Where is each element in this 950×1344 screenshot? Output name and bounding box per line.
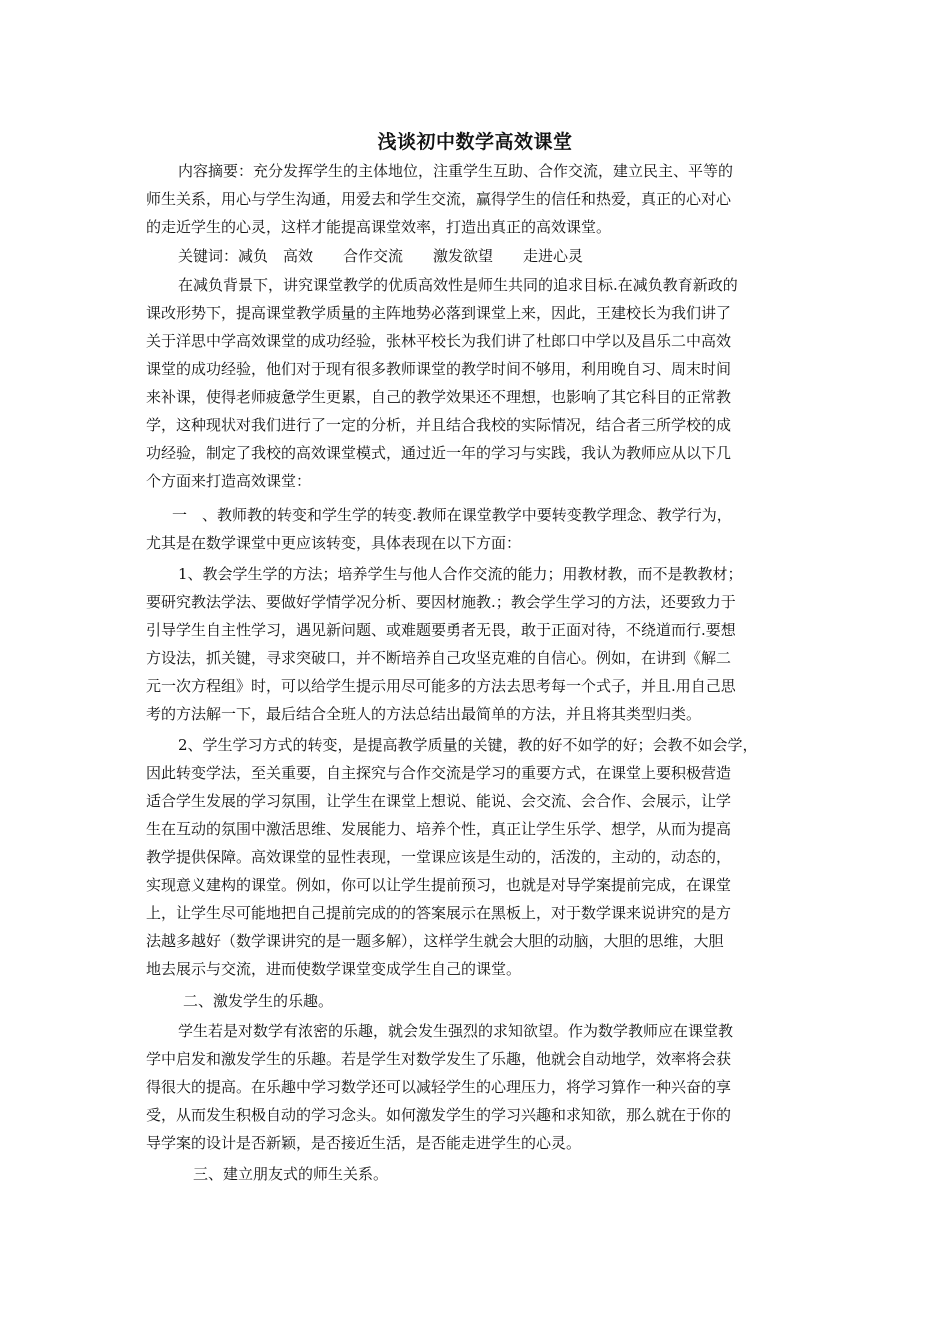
section-2-line-5: 导学案的设计是否新颖，是否接近生活，是否能走进学生的心灵。 — [146, 1134, 582, 1152]
intro-line-7: 功经验，制定了我校的高效课堂模式，通过近一年的学习与实践，我认为教师应从以下几 — [146, 444, 732, 462]
intro-line-6: 学，这种现状对我们进行了一定的分析，并且结合我校的实际情况，结合者三所学校的成 — [146, 416, 732, 434]
section-2-line-2: 学中启发和激发学生的乐趣。若是学生对数学发生了乐趣，他就会自动地学，效率将会获 — [146, 1050, 732, 1068]
section-2-line-3: 得很大的提高。在乐趣中学习数学还可以减轻学生的心理压力，将学习算作一种兴奋的享 — [146, 1078, 732, 1096]
abstract-line-2: 师生关系，用心与学生沟通，用爱去和学生交流，赢得学生的信任和热爱，真正的心对心 — [146, 190, 732, 208]
point-1-line-5: 元一次方程组》时，可以给学生提示用尽可能多的方法去思考每一个式子，并且.用自己思 — [146, 677, 736, 695]
document-title: 浅谈初中数学高效课堂 — [377, 131, 573, 153]
point-2-line-4: 生在互动的氛围中激活思维、发展能力、培养个性，真正让学生乐学、想学，从而为提高 — [146, 820, 732, 838]
point-2-line-2: 因此转变学法，至关重要，自主探究与合作交流是学习的重要方式，在课堂上要积极营造 — [146, 764, 732, 782]
keywords-line: 关键词：减负 高效 合作交流 激发欲望 走进心灵 — [178, 247, 584, 265]
section-2-line-4: 受，从而发生积极自动的学习念头。如何激发学生的学习兴趣和求知欲，那么就在于你的 — [146, 1106, 732, 1124]
section-1-heading-line-1: 一 、教师教的转变和学生学的转变.教师在课堂教学中要转变教学理念、教学行为， — [172, 506, 732, 524]
intro-line-5: 来补课，使得老师疲惫学生更累，自己的教学效果还不理想，也影响了其它科目的正常教 — [146, 388, 732, 406]
section-2-line-1: 学生若是对数学有浓密的乐趣，就会发生强烈的求知欲望。作为数学教师应在课堂教 — [178, 1022, 734, 1040]
point-1-line-3: 引导学生自主性学习，遇见新问题、或难题要勇者无畏，敢于正面对待，不绕道而行.要想 — [146, 621, 736, 639]
abstract-line-1: 内容摘要：充分发挥学生的主体地位，注重学生互助、合作交流，建立民主、平等的 — [178, 162, 734, 180]
section-3-heading: 三、建立朋友式的师生关系。 — [193, 1165, 389, 1183]
point-1-line-6: 考的方法解一下，最后结合全班人的方法总结出最简单的方法，并且将其类型归类。 — [146, 705, 702, 723]
intro-line-8: 个方面来打造高效课堂： — [146, 472, 312, 490]
intro-line-4: 课堂的成功经验，他们对于现有很多教师课堂的教学时间不够用，利用晚自习、周末时间 — [146, 360, 732, 378]
section-1-heading-line-2: 尤其是在数学课堂中更应该转变，具体表现在以下方面： — [146, 534, 522, 552]
point-2-line-5: 教学提供保障。高效课堂的显性表现，一堂课应该是生动的，活泼的，主动的，动态的， — [146, 848, 732, 866]
point-2-line-9: 地去展示与交流，进而使数学课堂变成学生自己的课堂。 — [146, 960, 522, 978]
intro-line-3: 关于洋思中学高效课堂的成功经验，张林平校长为我们讲了杜郎口中学以及昌乐二中高效 — [146, 332, 732, 350]
point-2-line-7: 上，让学生尽可能地把自己提前完成的的答案展示在黑板上，对于数学课来说讲究的是方 — [146, 904, 732, 922]
point-2-line-3: 适合学生发展的学习氛围，让学生在课堂上想说、能说、会交流、会合作、会展示，让学 — [146, 792, 732, 810]
point-1-line-4: 方设法，抓关键，寻求突破口，并不断培养自己攻坚克难的自信心。例如，在讲到《解二 — [146, 649, 732, 667]
intro-line-2: 课改形势下，提高课堂教学质量的主阵地势必落到课堂上来，因此，王建校长为我们讲了 — [146, 304, 732, 322]
point-2-line-8: 法越多越好（数学课讲究的是一题多解），这样学生就会大胆的动脑，大胆的思维，大胆 — [146, 932, 724, 950]
section-2-heading: 二、激发学生的乐趣。 — [183, 992, 334, 1010]
abstract-line-3: 的走近学生的心灵，这样才能提高课堂效率，打造出真正的高效课堂。 — [146, 218, 612, 236]
point-2-line-1: 2、学生学习方式的转变，是提高教学质量的关键，教的好不如学的好；会教不如会学， — [178, 736, 758, 754]
point-1-line-1: 1、教会学生学的方法；培养学生与他人合作交流的能力；用教材教，而不是教教材； — [178, 565, 743, 583]
intro-line-1: 在减负背景下，讲究课堂教学的优质高效性是师生共同的追求目标.在减负教育新政的 — [178, 276, 738, 294]
point-1-line-2: 要研究教法学法、要做好学情学况分析、要因材施教.；教会学生学习的方法，还要致力于 — [146, 593, 736, 611]
point-2-line-6: 实现意义建构的课堂。例如，你可以让学生提前预习，也就是对导学案提前完成，在课堂 — [146, 876, 732, 894]
